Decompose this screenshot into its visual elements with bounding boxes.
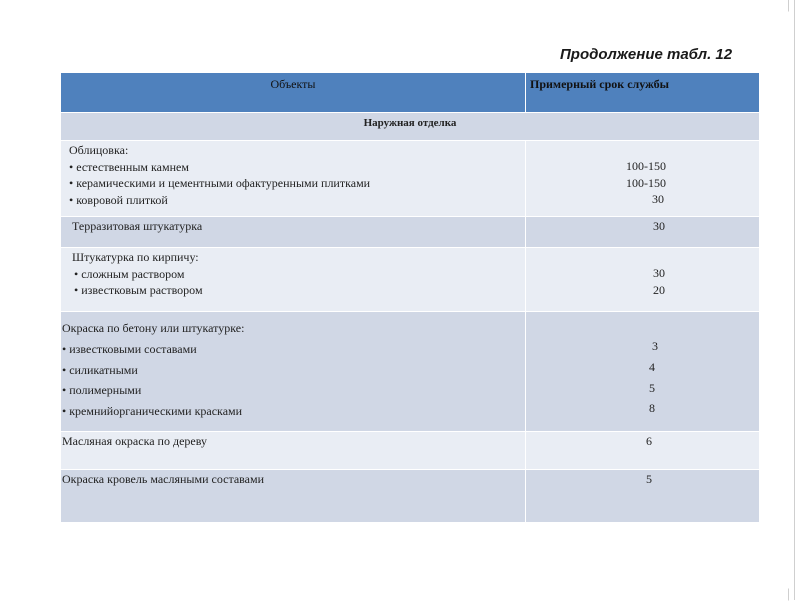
table-row xyxy=(61,141,759,217)
service-life-value: 6 xyxy=(646,434,652,448)
table-row xyxy=(61,432,759,470)
row-object-text: • сложным раствором xyxy=(74,266,185,281)
row-object-text: Терразитовая штукатурка xyxy=(72,219,203,233)
row-object-text: • ковровой плиткой xyxy=(69,192,168,207)
service-life-value: 3 xyxy=(652,339,658,353)
service-life-table xyxy=(61,73,759,522)
table-row xyxy=(61,470,759,522)
row-object-text: • известковыми составами xyxy=(62,341,197,356)
row-values-cell xyxy=(526,312,759,431)
row-objects-cell xyxy=(61,217,526,247)
service-life-value: 20 xyxy=(653,282,665,297)
service-life-value: 4 xyxy=(649,359,655,374)
service-life-value: 100-150 xyxy=(626,175,666,190)
row-object-text: • кремнийорганическими красками xyxy=(62,404,243,419)
row-objects-cell xyxy=(61,248,526,311)
table-continuation-caption: Продолжение табл. 12 xyxy=(560,46,733,63)
service-life-value: 8 xyxy=(649,401,655,416)
row-objects-cell xyxy=(61,141,526,216)
row-objects-cell xyxy=(61,432,526,469)
row-object-text: • керамическими и цементными офактуренными плитками xyxy=(69,176,371,190)
service-life-value: 30 xyxy=(653,266,665,280)
row-object-text: Окраска по бетону или штукатурке: xyxy=(62,321,245,335)
row-values-cell xyxy=(526,141,759,216)
row-objects-cell xyxy=(61,470,526,522)
row-object-text: • естественным камнем xyxy=(69,159,189,174)
row-values-cell xyxy=(526,432,759,469)
service-life-value: 30 xyxy=(653,219,665,233)
table-header-row xyxy=(61,73,759,113)
row-object-text: Окраска кровель масляными составами xyxy=(62,472,265,486)
service-life-value: 5 xyxy=(649,380,655,395)
header-objects: Объекты xyxy=(61,73,526,112)
table-row xyxy=(61,248,759,312)
row-object-text: Штукатурка по кирпичу: xyxy=(72,250,199,264)
row-object-text: Облицовка: xyxy=(69,143,129,157)
slide-edge-line xyxy=(794,0,795,600)
header-service-life: Примерный срок службы xyxy=(530,77,670,91)
table-row xyxy=(61,312,759,432)
row-object-text: • полимерными xyxy=(62,383,142,398)
table-row xyxy=(61,217,759,248)
row-values-cell xyxy=(526,248,759,311)
row-object-text: • силикатными xyxy=(62,362,138,377)
row-values-cell xyxy=(526,217,759,247)
service-life-value: 100-150 xyxy=(626,159,666,173)
section-row xyxy=(61,113,759,141)
row-object-text: Масляная окраска по дереву xyxy=(62,434,207,448)
service-life-value: 5 xyxy=(646,472,652,486)
row-object-text: • известковым раствором xyxy=(74,283,203,297)
row-objects-cell xyxy=(61,312,526,431)
service-life-value: 30 xyxy=(652,192,664,206)
section-title: Наружная отделка xyxy=(363,117,457,129)
row-values-cell xyxy=(526,470,759,522)
